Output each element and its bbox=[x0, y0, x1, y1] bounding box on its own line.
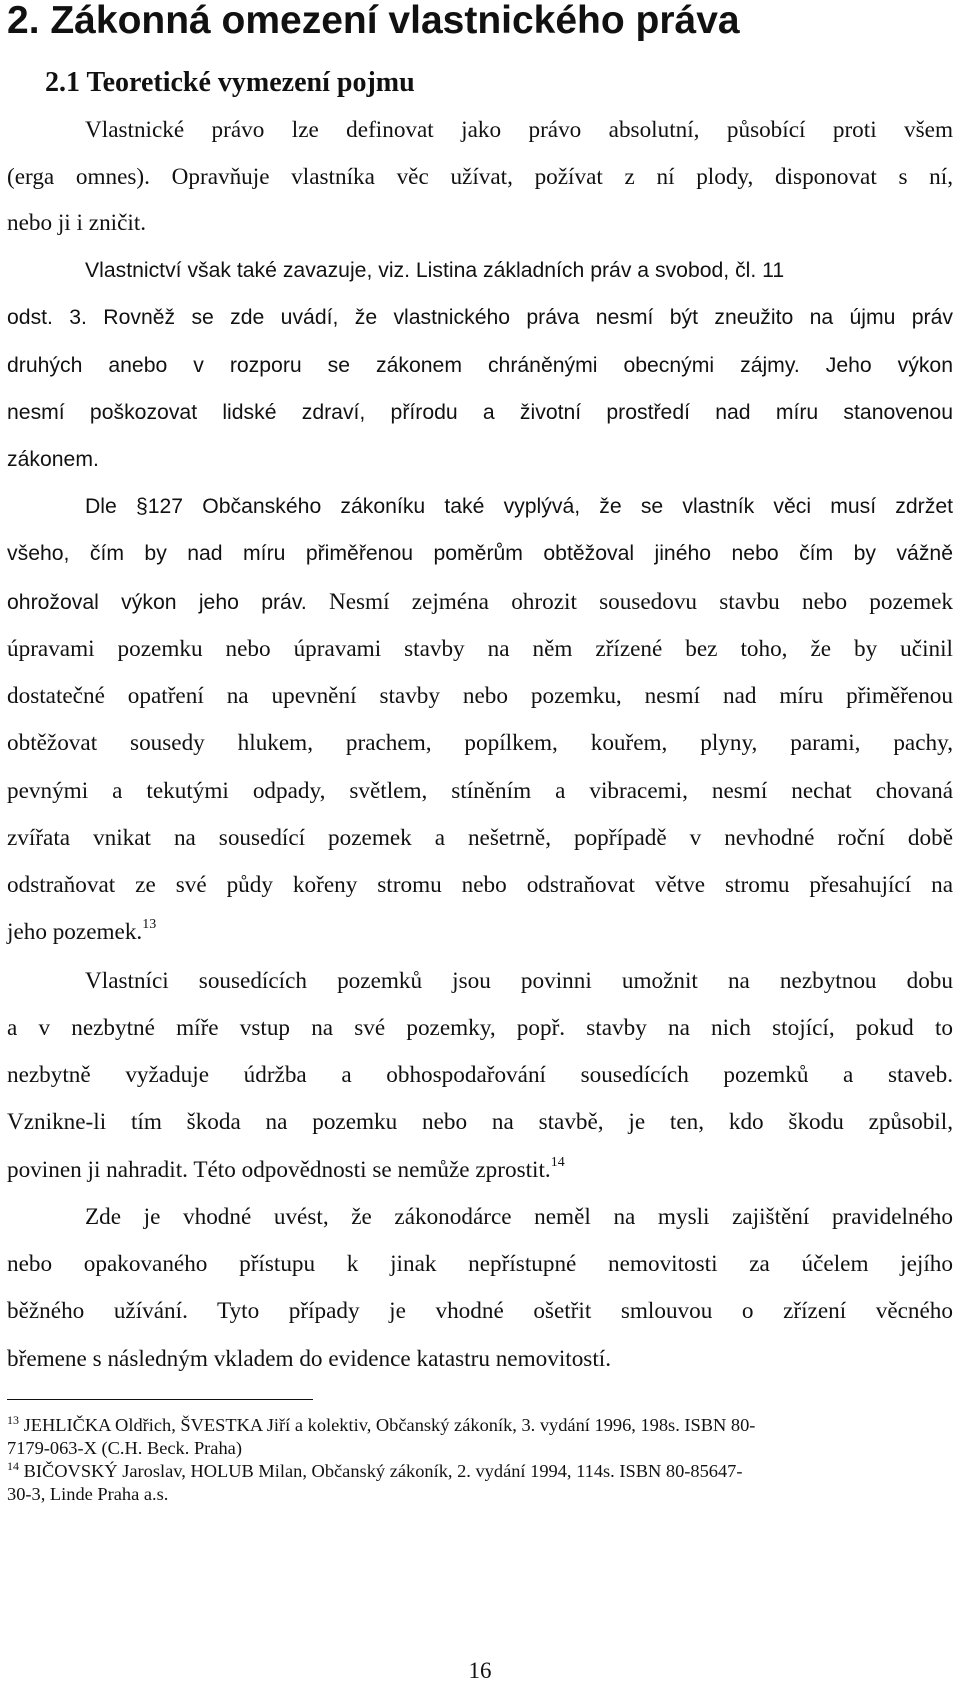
text-span: ohrožoval výkon jeho práv. bbox=[7, 591, 307, 614]
text-line: (erga omnes). Opravňuje vlastníka věc užívat, požívat z ní plody, disponovat s ní, bbox=[7, 164, 953, 190]
text-line: odst. 3. Rovněž se zde uvádí, že vlastnického práva nesmí být zneužito na újmu práv bbox=[7, 306, 953, 329]
footnote-text: BIČOVSKÝ Jaroslav, HOLUB Milan, Občanský zákoník, 2. vydání 1994, 114s. ISBN 80-85647- bbox=[23, 1461, 743, 1481]
text-line bbox=[7, 1155, 953, 1185]
text-line: běžného užívání. Tyto případy je vhodné ošetřit smlouvou o zřízení věcného bbox=[7, 1298, 953, 1324]
text-line: Vlastnictví však také zavazuje, viz. Listina základních práv a svobod, čl. 11 bbox=[85, 259, 785, 282]
footnote-text: JEHLIČKA Oldřich, ŠVESTKA Jiří a kolektiv, Občanský zákoník, 3. vydání 1996, 198s. ISBN 80- bbox=[23, 1415, 756, 1435]
chapter-heading: 2. Zákonná omezení vlastnického práva bbox=[7, 0, 740, 42]
text-line: dostatečné opatření na upevnění stavby nebo pozemku, nesmí nad míru přiměřenou bbox=[7, 683, 953, 709]
footnote-14-cont: 30-3, Linde Praha a.s. bbox=[7, 1484, 169, 1504]
text-line: nezbytně vyžaduje údržba a obhospodařování sousedících pozemků a staveb. bbox=[7, 1062, 953, 1088]
text-line: nebo ji i zničit. bbox=[7, 210, 147, 236]
text-line: zvířata vnikat na sousedící pozemek a nešetrně, popřípadě v nevhodné roční době bbox=[7, 825, 953, 851]
footnote-ref[interactable]: 13 bbox=[142, 917, 157, 932]
text-line: druhých anebo v rozporu se zákonem chráněnými obecnými zájmy. Jeho výkon bbox=[7, 354, 953, 377]
text-line: Vznikne-li tím škoda na pozemku nebo na stavbě, je ten, kdo škodu způsobil, bbox=[7, 1109, 953, 1135]
footnote-14 bbox=[7, 1459, 743, 1483]
text-line: Zde je vhodné uvést, že zákonodárce neměl na mysli zajištění pravidelného bbox=[85, 1204, 953, 1230]
text-line: všeho, čím by nad míru přiměřenou poměrům obtěžoval jiného nebo čím by vážně bbox=[7, 542, 953, 565]
text-line bbox=[7, 587, 953, 617]
text-line: pevnými a tekutými odpady, světlem, stíněním a vibracemi, nesmí nechat chovaná bbox=[7, 778, 953, 804]
page-number: 16 bbox=[468, 1658, 492, 1683]
text-span: Nesmí zejména ohrozit sousedovu stavbu nebo pozemek bbox=[306, 589, 953, 615]
text-line: a v nezbytné míře vstup na své pozemky, popř. stavby na nich stojící, pokud to bbox=[7, 1015, 953, 1041]
text-line: úpravami pozemku nebo úpravami stavby na něm zřízené bez toho, že by učinil bbox=[7, 636, 953, 662]
text-line: obtěžovat sousedy hlukem, prachem, popílkem, kouřem, plyny, parami, pachy, bbox=[7, 730, 953, 756]
text-line: nebo opakovaného přístupu k jinak nepřístupné nemovitosti za účelem jejího bbox=[7, 1251, 953, 1277]
text-line: zákonem. bbox=[7, 448, 99, 471]
text-span: jeho pozemek. bbox=[7, 919, 143, 945]
text-line: Vlastníci sousedících pozemků jsou povinni umožnit na nezbytnou dobu bbox=[85, 968, 953, 994]
footnote-ref[interactable]: 14 bbox=[550, 1155, 565, 1170]
footnote-number: 13 bbox=[7, 1413, 19, 1427]
footnote-divider bbox=[7, 1399, 313, 1400]
text-span: povinen ji nahradit. Této odpovědnosti se nemůže zprostit. bbox=[7, 1157, 551, 1183]
footnote-13 bbox=[7, 1413, 755, 1437]
text-line: odstraňovat ze své půdy kořeny stromu nebo odstraňovat větve stromu přesahující na bbox=[7, 872, 953, 898]
footnote-number: 14 bbox=[7, 1459, 19, 1473]
section-heading: 2.1 Teoretické vymezení pojmu bbox=[45, 67, 415, 98]
text-line bbox=[7, 917, 953, 947]
text-line: Vlastnické právo lze definovat jako právo absolutní, působící proti všem bbox=[85, 117, 953, 143]
text-line: Dle §127 Občanského zákoníku také vyplývá, že se vlastník věci musí zdržet bbox=[85, 495, 953, 518]
text-line: břemene s následným vkladem do evidence katastru nemovitostí. bbox=[7, 1346, 611, 1372]
footnote-13-cont: 7179-063-X (C.H. Beck. Praha) bbox=[7, 1438, 242, 1458]
text-line: nesmí poškozovat lidské zdraví, přírodu a životní prostředí nad míru stanovenou bbox=[7, 401, 953, 424]
